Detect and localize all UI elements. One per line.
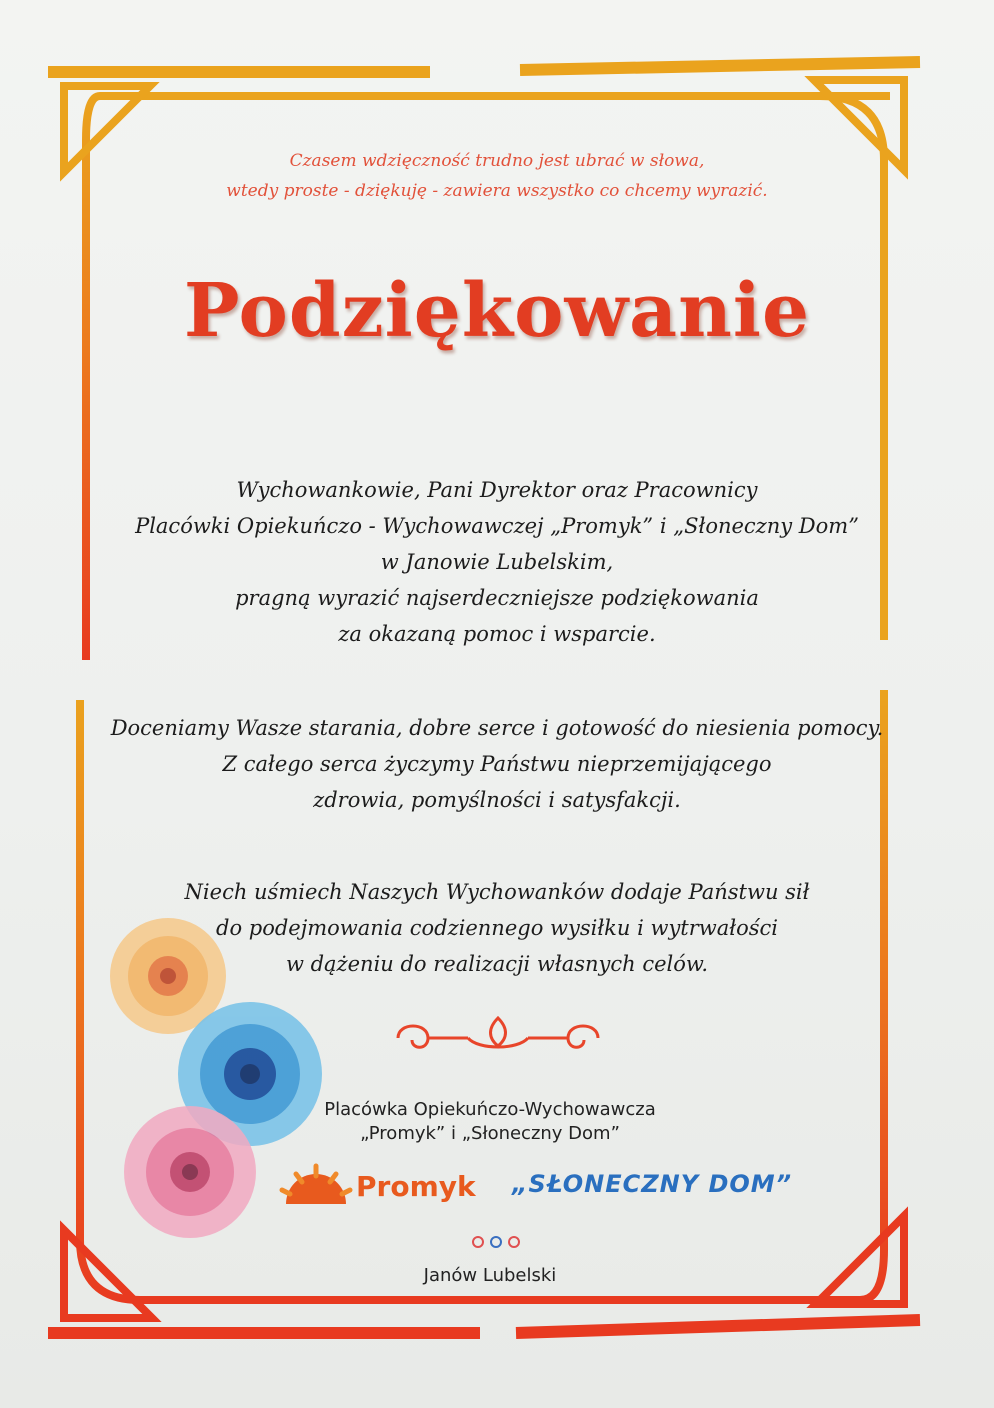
paragraph-line: pragną wyrazić najserdeczniejsze podziękowania — [235, 586, 759, 610]
sun-icon — [278, 1160, 354, 1220]
paragraph-line: Z całego serca życzymy Państwu nieprzemijającego — [222, 752, 772, 776]
quote-line-1: Czasem wdzięczność trudno jest ubrać w słowa, — [289, 151, 705, 171]
dot-icon — [509, 1237, 519, 1247]
paragraph-1 — [0, 472, 994, 652]
paragraph-line: Wychowankowie, Pani Dyrektor oraz Pracownicy — [236, 478, 758, 502]
promyk-logo — [278, 1160, 478, 1220]
paragraph-line: za okazaną pomoc i wsparcie. — [338, 622, 656, 646]
institution-name-line-1: Placówka Opiekuńczo-Wychowawcza — [324, 1099, 656, 1120]
corner-triangle-icon — [816, 1216, 904, 1304]
paragraph-line: zdrowia, pomyślności i satysfakcji. — [313, 788, 681, 812]
paragraph-line: Niech uśmiech Naszych Wychowanków dodaje Państwu sił — [184, 880, 810, 904]
dot-icon — [491, 1237, 501, 1247]
quote-line-2: wtedy proste - dziękuję - zawiera wszystko co chcemy wyrazić. — [226, 181, 768, 201]
dots-divider — [468, 1234, 528, 1250]
sloneczny-dom-logo: „SŁONECZNY DOM” — [512, 1170, 793, 1198]
institution-name-line-2: „Promyk” i „Słoneczny Dom” — [360, 1123, 620, 1144]
paragraph-line: w Janowie Lubelskim, — [380, 550, 614, 574]
city-name: Janów Lubelski — [423, 1265, 557, 1286]
paragraph-line: w dążeniu do realizacji własnych celów. — [285, 952, 709, 976]
paragraph-2 — [0, 710, 994, 818]
dot-icon — [473, 1237, 483, 1247]
page-title: Podziękowanie — [183, 268, 811, 354]
paragraph-line: do podejmowania codziennego wysiłku i wytrwałości — [216, 916, 778, 940]
ornament-scroll-icon — [388, 1014, 608, 1062]
promyk-logo-text: Promyk — [356, 1170, 476, 1203]
paragraph-line: Doceniamy Wasze starania, dobre serce i gotowość do niesienia pomocy. — [110, 716, 884, 740]
paragraph-line: Placówki Opiekuńczo - Wychowawczej „Promyk” i „Słoneczny Dom” — [135, 514, 859, 538]
